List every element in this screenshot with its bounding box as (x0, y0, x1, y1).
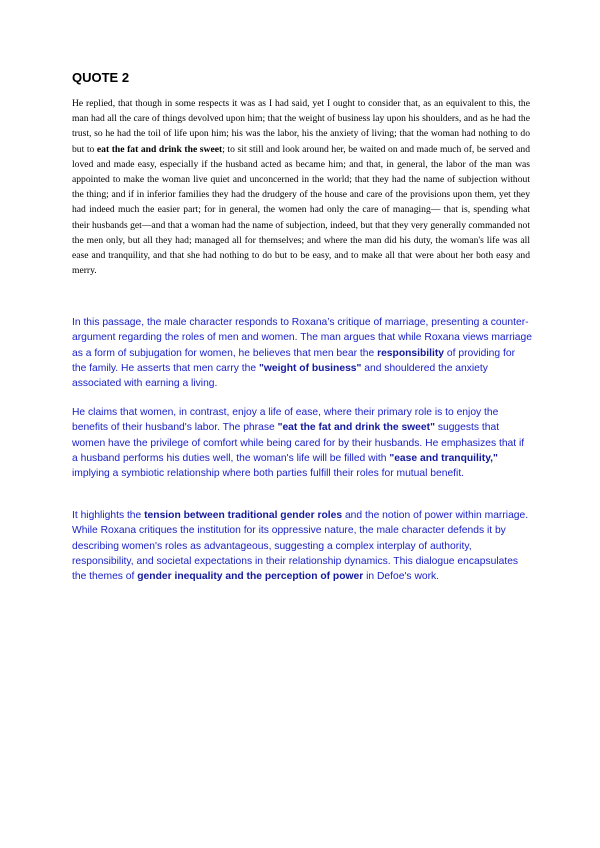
quote-text-part: He replied, that though in some respects it was as I had said, yet I ought to consider that, as an equivalent to this, the man had all the care of things devolved upon him; that the weight of business lay upon his shoulders, and as he had the trust, so he had the toil of life upon him; his was the labor, his the anxiety of living; that the woman had nothing to do but to (72, 98, 530, 155)
analysis-text: of providing for the family. He asserts that men carry the (72, 347, 516, 374)
analysis-text: in Defoe's work. (363, 571, 440, 583)
analysis-emphasis: responsibility (377, 347, 445, 359)
analysis-emphasis: "weight of business" (258, 362, 362, 374)
analysis-text: suggests that women have the privilege of comfort while being cared for by their husbands. He emphasizes that if a husband performs his duties well, the woman's life will be filled with (72, 422, 525, 464)
analysis-emphasis: tension between traditional gender roles (144, 510, 343, 521)
quote-text-part: ; to sit still and look around her, be waited on and made much of, be served and loved and made easy, especially if the husband acted as became him; and that, in general, the labor of the man was appointed to make the woman live quiet and unconcerned in the world; that they had the name of subjection without the thing; and if in inferior families they had the drudgery of the house and care of the provisions upon them, yet they had indeed much the easier part; for in general, the women had only the care of managing— that is, spending what their husbands get—and that a woman had the name of subjection, indeed, but that they very generally commanded not the men only, but all they had; managed all for themselves; and where the man did his duty, the woman's life was all ease and tranquility, and that she had nothing to do but to be easy, and to make all that were about her both easy and merry. (72, 143, 530, 277)
analysis-text: It highlights the (72, 510, 145, 521)
analysis-text: and the notion of power within marriage. While Roxana critiques the institution for its oppressive nature, the male character defends it by describing women's roles as advantageous, suggesting a complex interplay of authority, responsibility, and societal expectations in their relationship dynamics. This dialogue encapsulates the themes of (72, 510, 529, 583)
analysis-emphasis: "ease and tranquility," (389, 452, 498, 464)
analysis-text: In this passage, the male character responds to Roxana’s critique of marriage, presenting a counter-argument regarding the roles of men and women. The man argues that while Roxana views marriage as a form of subjugation for women, he believes that men bear the (72, 317, 532, 359)
analysis-paragraph-1 (72, 315, 532, 391)
quote-heading: QUOTE 2 (72, 70, 130, 85)
analysis-emphasis: "eat the fat and drink the sweet" (277, 422, 435, 434)
quote-highlight: eat the fat and drink the sweet (96, 143, 223, 155)
analysis-text: implying a symbiotic relationship where both parties fulfill their roles for mutual benefit. (72, 468, 465, 480)
quote-text (72, 96, 530, 278)
analysis-paragraph-3 (72, 508, 532, 584)
analysis-emphasis: gender inequality and the perception of power (137, 571, 364, 583)
analysis-paragraph-2 (72, 405, 532, 481)
analysis-text: and shouldered the anxiety associated with earning a living. (72, 362, 488, 390)
analysis-text: He claims that women, in contrast, enjoy a life of ease, where their primary role is to enjoy the benefits of their husband's labor. The phrase (72, 407, 499, 434)
